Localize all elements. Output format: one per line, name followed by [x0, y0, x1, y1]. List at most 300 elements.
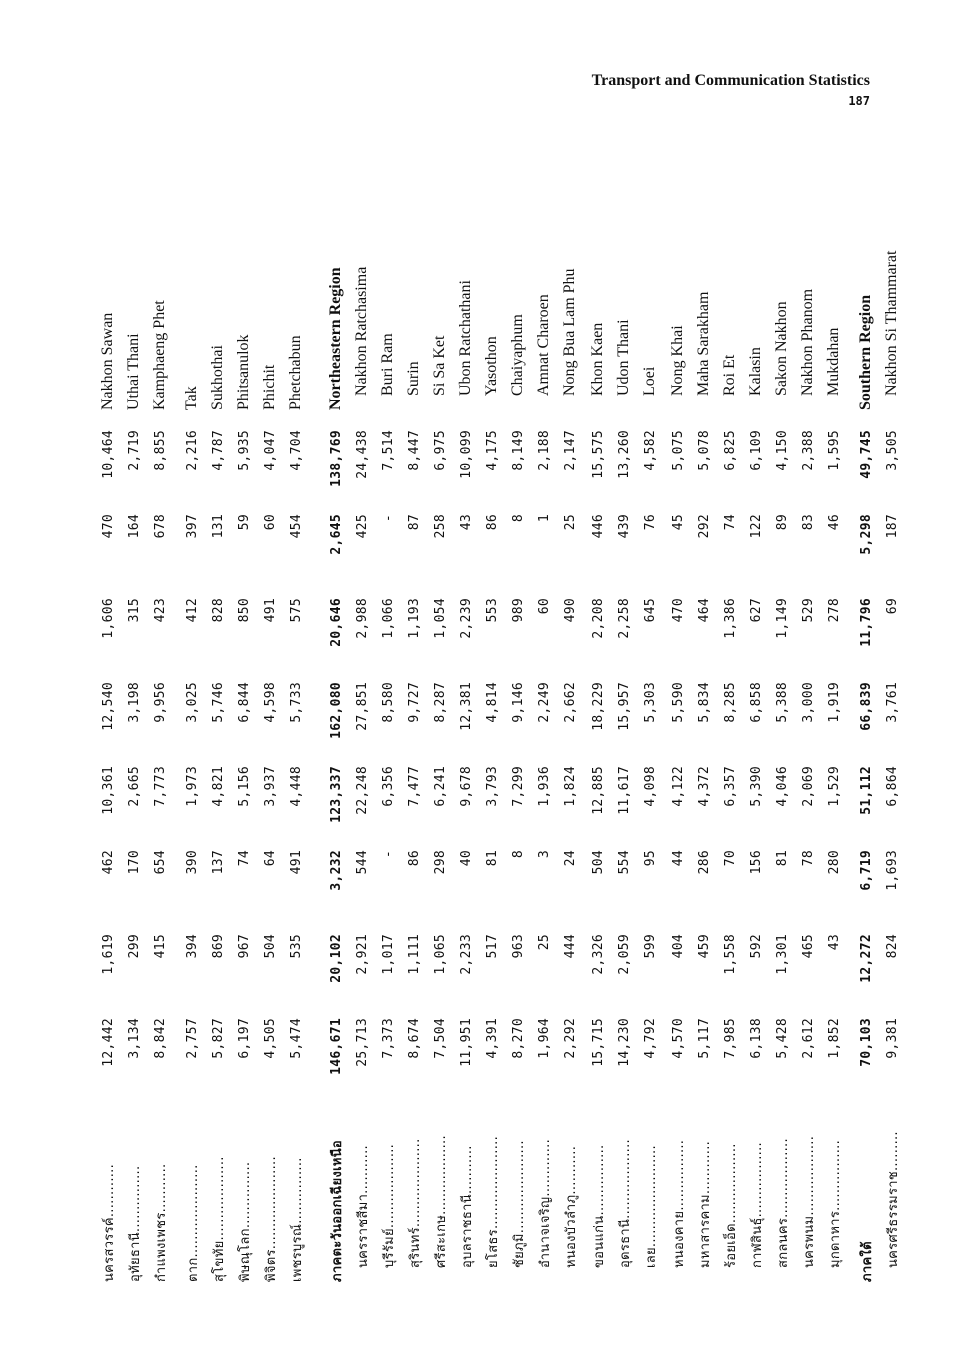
thai-province-name: เพชรบูรณ์...............: [289, 1157, 305, 1282]
english-province-name: Si Sa Ket: [431, 335, 448, 396]
value-cell: 5,156: [236, 766, 252, 807]
value-cell: 138,769: [328, 430, 344, 487]
value-cell: 7,514: [380, 430, 396, 471]
value-cell: 164: [126, 514, 142, 539]
value-cell: 6,138: [748, 1018, 764, 1059]
english-province-name: Roi Et: [721, 354, 738, 396]
value-cell: 4,787: [210, 430, 226, 471]
value-cell: 6,109: [748, 430, 764, 471]
value-cell: 315: [126, 598, 142, 623]
value-cell: 5,298: [858, 514, 874, 555]
value-cell: 10,464: [100, 430, 116, 479]
value-cell: 3,232: [328, 850, 344, 891]
english-province-name: Chaiyaphum: [509, 314, 526, 396]
value-cell: 439: [616, 514, 632, 539]
table-row: [795, 222, 821, 1282]
value-cell: 8: [510, 850, 526, 859]
value-cell: 394: [184, 934, 200, 959]
english-province-name: Nakhon Ratchasima: [353, 266, 370, 396]
thai-province-name: นครสวรรค์............: [101, 1163, 117, 1282]
value-cell: 1,111: [406, 934, 422, 975]
value-cell: 824: [884, 934, 900, 959]
english-province-name: Phitsanulok: [235, 334, 252, 410]
value-cell: 2,239: [458, 598, 474, 639]
value-cell: 51,112: [858, 766, 874, 815]
value-cell: 967: [236, 934, 252, 959]
value-cell: 5,390: [748, 766, 764, 807]
value-cell: 869: [210, 934, 226, 959]
english-province-name: Nakhon Sawan: [99, 312, 116, 410]
value-cell: 1,852: [826, 1018, 842, 1059]
value-cell: 654: [152, 850, 168, 875]
value-cell: 4,814: [484, 682, 500, 723]
value-cell: 66,839: [858, 682, 874, 731]
value-cell: 40: [458, 850, 474, 867]
value-cell: 2,612: [800, 1018, 816, 1059]
value-cell: 87: [406, 514, 422, 531]
value-cell: 4,582: [642, 430, 658, 471]
value-cell: 286: [696, 850, 712, 875]
value-cell: 1,606: [100, 598, 116, 639]
document-title: Transport and Communication Statistics: [591, 72, 870, 89]
thai-province-name: พิจิตร.....................: [263, 1156, 279, 1282]
value-cell: -: [380, 850, 396, 859]
table-row: [769, 222, 795, 1282]
value-cell: 258: [432, 514, 448, 539]
value-cell: 86: [406, 850, 422, 867]
value-cell: 415: [152, 934, 168, 959]
value-cell: 4,046: [774, 766, 790, 807]
region-row: [323, 222, 349, 1282]
table-row: [879, 222, 905, 1282]
value-cell: 6,825: [722, 430, 738, 471]
value-cell: 76: [642, 514, 658, 531]
value-cell: 9,146: [510, 682, 526, 723]
value-cell: 3,134: [126, 1018, 142, 1059]
value-cell: 404: [670, 934, 686, 959]
table-row: [531, 222, 557, 1282]
value-cell: 5,117: [696, 1018, 712, 1059]
value-cell: 1: [536, 514, 552, 523]
value-cell: 446: [590, 514, 606, 539]
thai-province-name: ตาก.....................: [185, 1164, 201, 1282]
value-cell: 81: [774, 850, 790, 867]
value-cell: 74: [722, 514, 738, 531]
value-cell: 5,935: [236, 430, 252, 471]
value-cell: 2,326: [590, 934, 606, 975]
value-cell: 7,299: [510, 766, 526, 807]
value-cell: 1,529: [826, 766, 842, 807]
value-cell: 8: [510, 514, 526, 523]
table-row: [401, 222, 427, 1282]
english-province-name: Tak: [183, 386, 200, 410]
value-cell: 554: [616, 850, 632, 875]
table-row: [585, 222, 611, 1282]
value-cell: 170: [126, 850, 142, 875]
english-province-name: Nong Bua Lam Phu: [561, 268, 578, 396]
value-cell: 3,793: [484, 766, 500, 807]
value-cell: 156: [748, 850, 764, 875]
thai-province-name: อุทัยธานี...............: [127, 1165, 143, 1282]
value-cell: 7,773: [152, 766, 168, 807]
value-cell: 9,727: [406, 682, 422, 723]
value-cell: 1,964: [536, 1018, 552, 1059]
value-cell: 49,745: [858, 430, 874, 479]
thai-province-name: ยโสธร.....................: [485, 1135, 501, 1268]
value-cell: 299: [126, 934, 142, 959]
english-province-name: Loei: [641, 366, 658, 396]
value-cell: 8,842: [152, 1018, 168, 1059]
value-cell: 504: [590, 850, 606, 875]
value-cell: 6,864: [884, 766, 900, 807]
value-cell: 1,558: [722, 934, 738, 975]
value-cell: 5,078: [696, 430, 712, 471]
value-cell: 3,000: [800, 682, 816, 723]
thai-province-name: มหาสารคาม............: [697, 1140, 713, 1268]
value-cell: 95: [642, 850, 658, 867]
value-cell: 425: [354, 514, 370, 539]
value-cell: 3: [536, 850, 552, 859]
table-row: [717, 222, 743, 1282]
value-cell: 6,858: [748, 682, 764, 723]
value-cell: 292: [696, 514, 712, 539]
value-cell: 412: [184, 598, 200, 623]
value-cell: 6,197: [236, 1018, 252, 1059]
value-cell: 64: [262, 850, 278, 867]
thai-province-name: ชัยภูมิ.....................: [511, 1140, 527, 1268]
value-cell: 491: [262, 598, 278, 623]
value-cell: 470: [100, 514, 116, 539]
thai-province-name: อำนาจเจริญ.............: [537, 1138, 553, 1268]
english-province-name: Kalasin: [747, 347, 764, 396]
table-row: [231, 222, 257, 1282]
table-row: [665, 222, 691, 1282]
value-cell: 187: [884, 514, 900, 539]
value-cell: 3,505: [884, 430, 900, 471]
english-province-name: Kamphaeng Phet: [151, 300, 168, 410]
thai-province-name: เลย.......................: [643, 1145, 659, 1268]
value-cell: 15,575: [590, 430, 606, 479]
value-cell: 8,674: [406, 1018, 422, 1059]
value-cell: 13,260: [616, 430, 632, 479]
thai-province-name: มุกดาหาร................: [827, 1139, 843, 1268]
value-cell: 60: [262, 514, 278, 531]
value-cell: 7,985: [722, 1018, 738, 1059]
value-cell: 397: [184, 514, 200, 539]
english-province-name: Nakhon Phanom: [799, 288, 816, 396]
value-cell: 828: [210, 598, 226, 623]
value-cell: 11,796: [858, 598, 874, 647]
thai-province-name: ขอนแก่น................: [591, 1144, 607, 1268]
english-province-name: Buri Ram: [379, 333, 396, 396]
value-cell: 9,381: [884, 1018, 900, 1059]
value-cell: 1,066: [380, 598, 396, 639]
value-cell: 2,645: [328, 514, 344, 555]
value-cell: 70,103: [858, 1018, 874, 1067]
value-cell: 5,834: [696, 682, 712, 723]
value-cell: 298: [432, 850, 448, 875]
value-cell: 89: [774, 514, 790, 531]
value-cell: -: [380, 514, 396, 523]
value-cell: 146,671: [328, 1018, 344, 1075]
table-row: [453, 222, 479, 1282]
value-cell: 18,229: [590, 682, 606, 731]
thai-province-name: อุบลราชธานี...........: [459, 1145, 475, 1268]
table-row: [505, 222, 531, 1282]
value-cell: 22,248: [354, 766, 370, 815]
value-cell: 1,386: [722, 598, 738, 639]
value-cell: 1,824: [562, 766, 578, 807]
value-cell: 3,937: [262, 766, 278, 807]
value-cell: 8,580: [380, 682, 396, 723]
value-cell: 14,230: [616, 1018, 632, 1067]
value-cell: 7,373: [380, 1018, 396, 1059]
table-row: [611, 222, 637, 1282]
table-row: [637, 222, 663, 1282]
value-cell: 470: [670, 598, 686, 623]
value-cell: 86: [484, 514, 500, 531]
value-cell: 963: [510, 934, 526, 959]
thai-province-name: หนองคาย................: [671, 1139, 687, 1268]
value-cell: 517: [484, 934, 500, 959]
english-province-name: Phetchabun: [287, 335, 304, 410]
value-cell: 423: [152, 598, 168, 623]
value-cell: 44: [670, 850, 686, 867]
value-cell: 5,474: [288, 1018, 304, 1059]
value-cell: 1,193: [406, 598, 422, 639]
thai-province-name: กำแพงเพชร...........: [153, 1163, 169, 1282]
value-cell: 535: [288, 934, 304, 959]
value-cell: 2,233: [458, 934, 474, 975]
table-row: [283, 222, 309, 1282]
value-cell: 4,150: [774, 430, 790, 471]
page-number: 187: [848, 94, 870, 108]
value-cell: 464: [696, 598, 712, 623]
value-cell: 6,719: [858, 850, 874, 891]
english-province-name: Amnat Charoen: [535, 294, 552, 396]
value-cell: 599: [642, 934, 658, 959]
value-cell: 465: [800, 934, 816, 959]
table-row: [743, 222, 769, 1282]
value-cell: 24: [562, 850, 578, 867]
value-cell: 592: [748, 934, 764, 959]
thai-province-name: พิษณุโลก...............: [237, 1161, 253, 1282]
value-cell: 5,733: [288, 682, 304, 723]
value-cell: 69: [884, 598, 900, 615]
value-cell: 4,098: [642, 766, 658, 807]
value-cell: 6,357: [722, 766, 738, 807]
value-cell: 4,505: [262, 1018, 278, 1059]
value-cell: 1,149: [774, 598, 790, 639]
value-cell: 3,025: [184, 682, 200, 723]
value-cell: 5,303: [642, 682, 658, 723]
value-cell: 1,919: [826, 682, 842, 723]
value-cell: 678: [152, 514, 168, 539]
value-cell: 43: [826, 934, 842, 951]
english-province-name: Udon Thani: [615, 319, 632, 396]
thai-province-name: ภาคตะวันออกเฉียงเหนือ: [329, 1139, 345, 1282]
table-row: [375, 222, 401, 1282]
value-cell: 2,665: [126, 766, 142, 807]
value-cell: 462: [100, 850, 116, 875]
value-cell: 2,921: [354, 934, 370, 975]
thai-province-name: ภาคใต้: [859, 1241, 875, 1282]
value-cell: 2,216: [184, 430, 200, 471]
value-cell: 4,704: [288, 430, 304, 471]
value-cell: 11,951: [458, 1018, 474, 1067]
value-cell: 1,065: [432, 934, 448, 975]
thai-province-name: ศรีสะเกษ..................: [433, 1135, 449, 1268]
value-cell: 4,821: [210, 766, 226, 807]
value-cell: 8,285: [722, 682, 738, 723]
table-row: [349, 222, 375, 1282]
thai-province-name: สกลนคร..................: [775, 1138, 791, 1268]
english-province-name: Southern Region: [857, 294, 874, 410]
value-cell: 81: [484, 850, 500, 867]
value-cell: 444: [562, 934, 578, 959]
value-cell: 6,356: [380, 766, 396, 807]
thai-province-name: นครศรีธรรมราช.........: [885, 1131, 901, 1268]
value-cell: 25: [536, 934, 552, 951]
value-cell: 83: [800, 514, 816, 531]
english-province-name: Sukhothai: [209, 345, 226, 410]
value-cell: 1,693: [884, 850, 900, 891]
value-cell: 5,827: [210, 1018, 226, 1059]
table-row: [179, 222, 205, 1282]
value-cell: 4,448: [288, 766, 304, 807]
value-cell: 5,388: [774, 682, 790, 723]
value-cell: 78: [800, 850, 816, 867]
value-cell: 459: [696, 934, 712, 959]
value-cell: 123,337: [328, 766, 344, 823]
value-cell: 5,075: [670, 430, 686, 471]
value-cell: 5,428: [774, 1018, 790, 1059]
value-cell: 2,147: [562, 430, 578, 471]
value-cell: 2,188: [536, 430, 552, 471]
table-row: [147, 222, 173, 1282]
value-cell: 8,270: [510, 1018, 526, 1059]
value-cell: 74: [236, 850, 252, 867]
value-cell: 3,198: [126, 682, 142, 723]
value-cell: 70: [722, 850, 738, 867]
value-cell: 12,540: [100, 682, 116, 731]
table-row: [821, 222, 847, 1282]
value-cell: 2,069: [800, 766, 816, 807]
value-cell: 10,361: [100, 766, 116, 815]
value-cell: 122: [748, 514, 764, 539]
english-province-name: Mukdahan: [825, 327, 842, 396]
thai-province-name: หนองบัวลำภู...........: [563, 1145, 579, 1268]
value-cell: 2,988: [354, 598, 370, 639]
value-cell: 20,646: [328, 598, 344, 647]
table-row: [121, 222, 147, 1282]
thai-province-name: สุรินทร์....................: [407, 1138, 423, 1268]
value-cell: 2,292: [562, 1018, 578, 1059]
value-cell: 1,017: [380, 934, 396, 975]
value-cell: 25,713: [354, 1018, 370, 1067]
value-cell: 2,388: [800, 430, 816, 471]
value-cell: 11,617: [616, 766, 632, 815]
value-cell: 6,844: [236, 682, 252, 723]
value-cell: 1,301: [774, 934, 790, 975]
value-cell: 4,047: [262, 430, 278, 471]
thai-province-name: นครพนม..................: [801, 1135, 817, 1268]
table-row: [479, 222, 505, 1282]
value-cell: 6,241: [432, 766, 448, 807]
english-province-name: Nakhon Si Thammarat: [883, 250, 900, 396]
value-cell: 4,372: [696, 766, 712, 807]
value-cell: 27,851: [354, 682, 370, 731]
value-cell: 5,746: [210, 682, 226, 723]
thai-province-name: ร้อยเอ็ด..................: [723, 1143, 739, 1268]
value-cell: 12,272: [858, 934, 874, 983]
english-province-name: Khon Kaen: [589, 322, 606, 396]
value-cell: 25: [562, 514, 578, 531]
table-row: [95, 222, 121, 1282]
value-cell: 645: [642, 598, 658, 623]
english-province-name: Yasothon: [483, 336, 500, 396]
thai-province-name: อุดรธานี..................: [617, 1139, 633, 1268]
value-cell: 8,447: [406, 430, 422, 471]
value-cell: 4,391: [484, 1018, 500, 1059]
value-cell: 4,175: [484, 430, 500, 471]
thai-province-name: บุรีรัมย์...................: [381, 1143, 397, 1268]
value-cell: 3,761: [884, 682, 900, 723]
english-province-name: Nong Khai: [669, 325, 686, 396]
value-cell: 60: [536, 598, 552, 615]
value-cell: 490: [562, 598, 578, 623]
value-cell: 9,678: [458, 766, 474, 807]
value-cell: 12,381: [458, 682, 474, 731]
value-cell: 4,598: [262, 682, 278, 723]
value-cell: 2,208: [590, 598, 606, 639]
value-cell: 627: [748, 598, 764, 623]
value-cell: 504: [262, 934, 278, 959]
statistics-table: [95, 222, 901, 1282]
value-cell: 1,973: [184, 766, 200, 807]
value-cell: 12,885: [590, 766, 606, 815]
value-cell: 8,855: [152, 430, 168, 471]
thai-province-name: สุโขทัย...................: [211, 1156, 227, 1282]
value-cell: 137: [210, 850, 226, 875]
value-cell: 46: [826, 514, 842, 531]
english-province-name: Phichit: [261, 364, 278, 410]
value-cell: 989: [510, 598, 526, 623]
value-cell: 59: [236, 514, 252, 531]
value-cell: 4,122: [670, 766, 686, 807]
value-cell: 575: [288, 598, 304, 623]
value-cell: 544: [354, 850, 370, 875]
value-cell: 45: [670, 514, 686, 531]
value-cell: 7,504: [432, 1018, 448, 1059]
value-cell: 390: [184, 850, 200, 875]
english-province-name: Northeastern Region: [327, 267, 344, 410]
value-cell: 4,792: [642, 1018, 658, 1059]
value-cell: 1,054: [432, 598, 448, 639]
value-cell: 2,719: [126, 430, 142, 471]
value-cell: 10,099: [458, 430, 474, 479]
value-cell: 5,590: [670, 682, 686, 723]
value-cell: 9,956: [152, 682, 168, 723]
value-cell: 2,757: [184, 1018, 200, 1059]
value-cell: 43: [458, 514, 474, 531]
value-cell: 131: [210, 514, 226, 539]
value-cell: 278: [826, 598, 842, 623]
value-cell: 8,287: [432, 682, 448, 723]
value-cell: 1,936: [536, 766, 552, 807]
value-cell: 454: [288, 514, 304, 539]
value-cell: 7,477: [406, 766, 422, 807]
